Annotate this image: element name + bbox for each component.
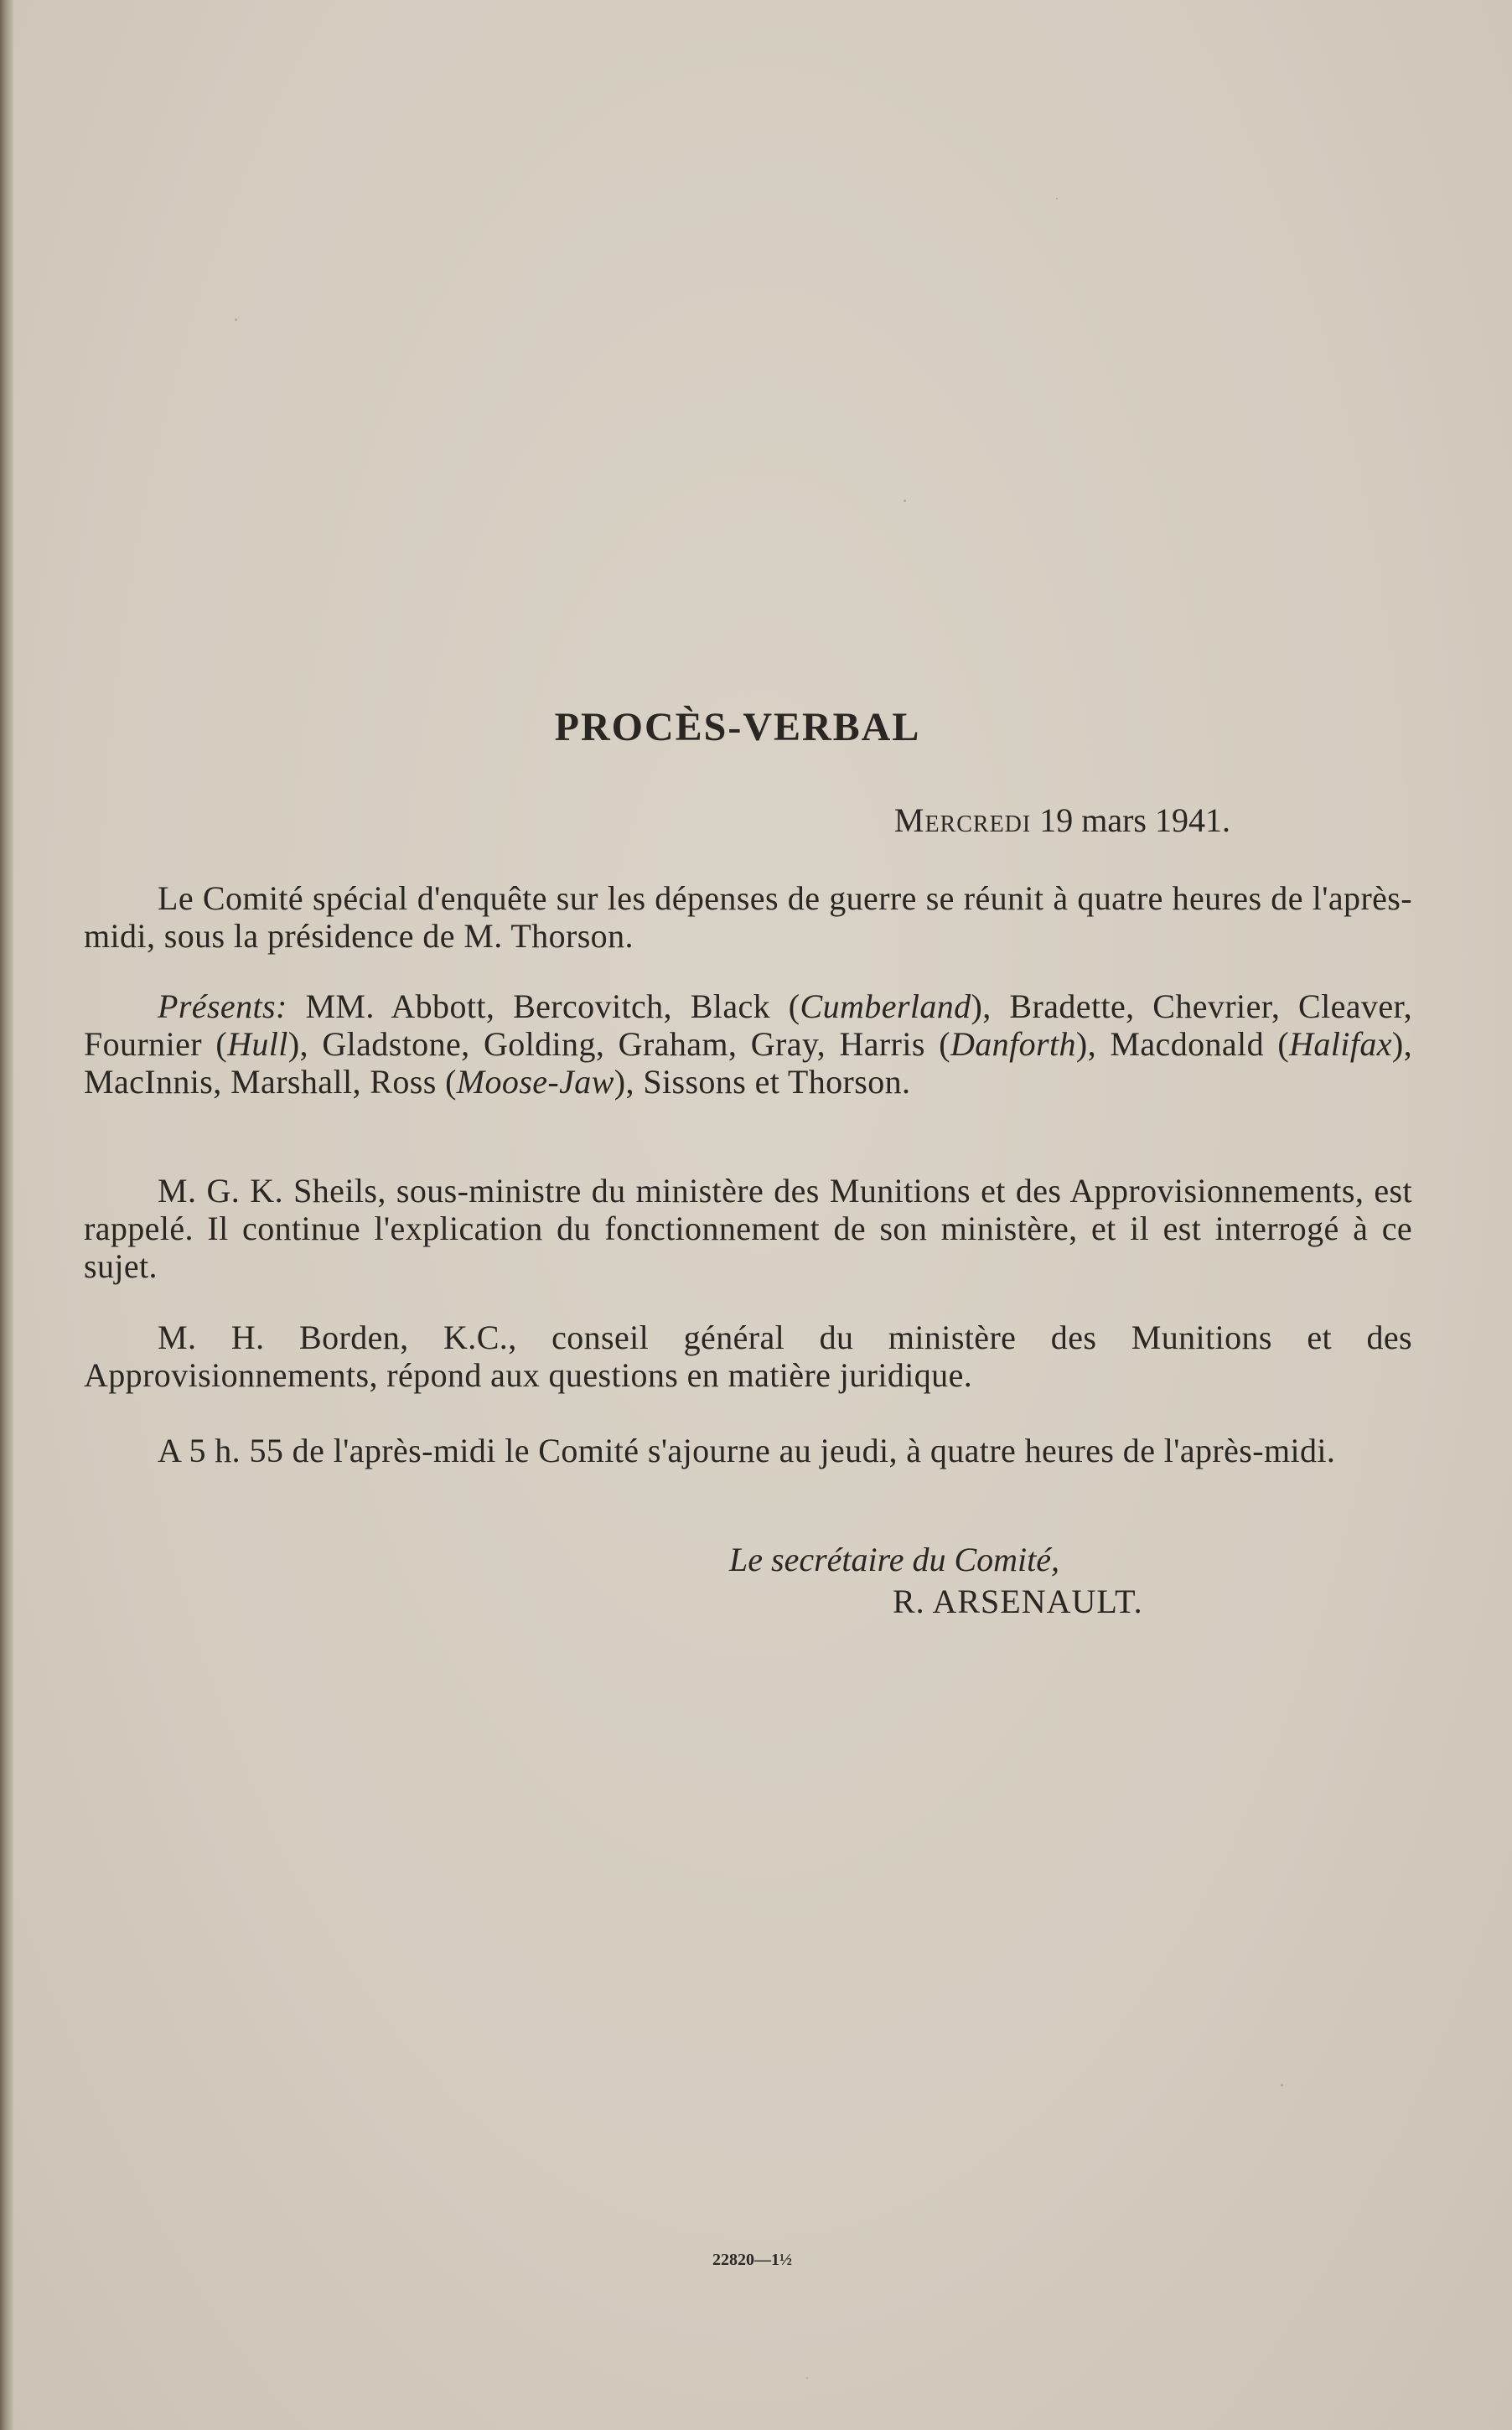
paragraph-witness-borden: M. H. Borden, K.C., conseil général du ministère des Munitions et des Approvisionnements, répond aux questions en matière juridique. [84, 1319, 1412, 1394]
signature-role: Le secrétaire du Comité, [729, 1541, 1060, 1578]
paper-speck [235, 319, 237, 321]
meeting-date [0, 800, 1230, 842]
paragraph-opening: Le Comité spécial d'enquête sur les dépenses de guerre se réunit à quatre heures de l'après-midi, sous la présidence de M. Thorson. [84, 879, 1412, 955]
attendance-text: ), Macdonald ( [1075, 1025, 1290, 1063]
page-folio: 22820—1½ [712, 2251, 792, 2269]
paper-speck [904, 500, 906, 502]
riding-name: Cumberland [800, 987, 971, 1025]
attendance-text: ), Bradette, Chevrier, Cleaver, Fournier ( [84, 987, 1412, 1063]
meeting-weekday: Mercredi [893, 801, 1032, 839]
attendance-text: MM. Abbott, Bercovitch, Black ( [287, 987, 800, 1025]
riding-name: Danforth [950, 1025, 1076, 1063]
page-binding-edge [0, 0, 13, 2430]
paper-speck [1056, 198, 1058, 199]
attendance-text: ), Sissons et Thorson. [614, 1063, 911, 1101]
page-title: PROCÈS-VERBAL [554, 705, 921, 749]
attendance-text: ), MacInnis, Marshall, Ross ( [84, 1025, 1413, 1101]
paragraph-adjournment: A 5 h. 55 de l'après-midi le Comité s'ajourne au jeudi, à quatre heures de l'après-midi. [158, 1432, 1336, 1469]
riding-name: Hull [227, 1025, 288, 1063]
riding-name: Moose-Jaw [456, 1063, 614, 1101]
paragraph-attendance [84, 987, 1412, 1101]
meeting-date-rest: 19 mars 1941. [1039, 801, 1230, 839]
attendance-label: Présents: [158, 987, 287, 1025]
riding-name: Halifax [1289, 1025, 1392, 1063]
attendance-text: ), Gladstone, Golding, Graham, Gray, Harris ( [287, 1025, 950, 1063]
paragraph-witness-sheils: M. G. K. Sheils, sous-ministre du ministère des Munitions et des Approvisionnements, est rappelé. Il continue l'explication du fonctionnement de son ministère, et il est interrogé à ce sujet. [84, 1172, 1412, 1285]
paper-speck [806, 2377, 808, 2379]
signature-name: R. ARSENAULT. [893, 1583, 1143, 1620]
paper-speck [1281, 2084, 1283, 2086]
